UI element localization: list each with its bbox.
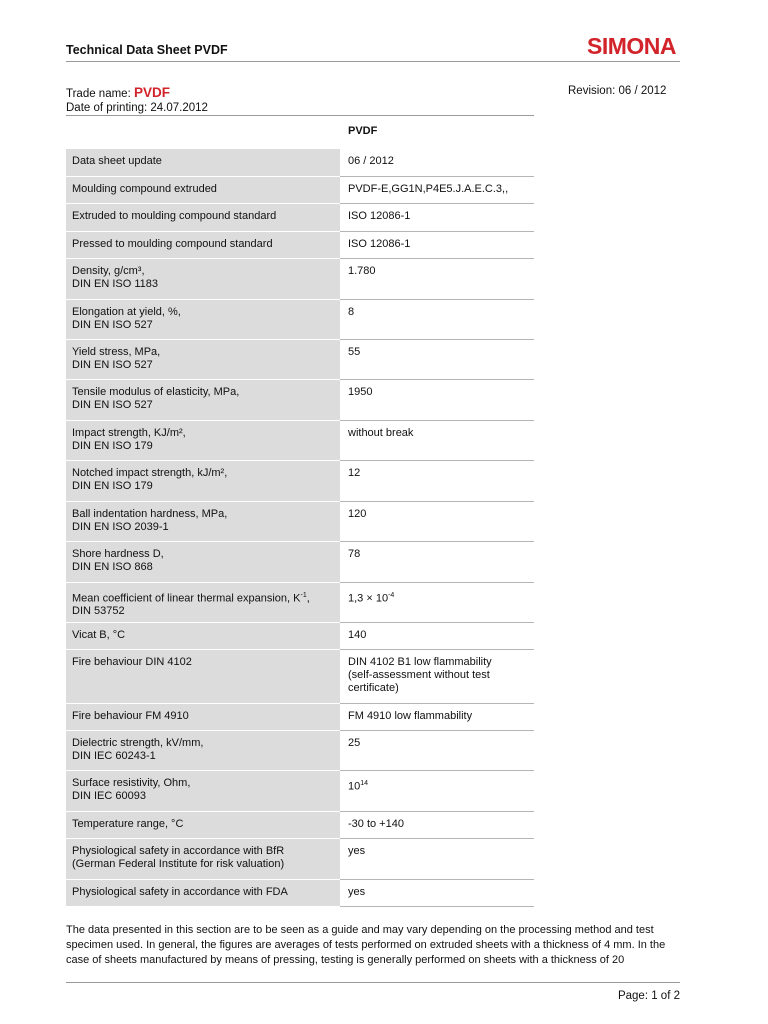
property-label: Shore hardness D, DIN EN ISO 868 xyxy=(66,541,340,582)
column-header: PVDF xyxy=(348,125,378,137)
trade-name-value: PVDF xyxy=(133,85,170,100)
property-label: Data sheet update xyxy=(66,149,340,176)
property-label: Fire behaviour FM 4910 xyxy=(66,703,340,730)
simona-logo: SIMONA xyxy=(587,33,676,59)
property-value: $10^{14}$ xyxy=(340,770,534,811)
property-label: Moulding compound extruded xyxy=(66,176,340,203)
table-row xyxy=(66,460,534,501)
property-label: Physiological safety in accordance with BfR (German Federal Institute for risk valuation) xyxy=(66,838,340,879)
property-label: Density, g/cm³, DIN EN ISO 1183 xyxy=(66,258,340,299)
property-label: Extruded to moulding compound standard xyxy=(66,203,340,231)
property-value: FM 4910 low flammability xyxy=(340,703,534,730)
property-value: ISO 12086-1 xyxy=(340,231,534,258)
date-label: Date of printing: xyxy=(66,102,148,114)
table-row xyxy=(66,299,534,339)
document-title: Technical Data Sheet PVDF xyxy=(66,43,228,57)
property-value: yes xyxy=(340,879,534,906)
data-table xyxy=(66,149,534,907)
table-row xyxy=(66,231,534,258)
property-value: 78 xyxy=(340,541,534,582)
page-number: Page: 1 of 2 xyxy=(617,990,680,1002)
property-label: Impact strength, KJ/m², DIN EN ISO 179 xyxy=(66,420,340,460)
trade-name-label: Trade name: xyxy=(66,88,131,100)
property-label: Surface resistivity, Ohm, DIN IEC 60093 xyxy=(66,770,340,811)
property-value: 55 xyxy=(340,339,534,379)
table-row xyxy=(66,420,534,460)
table-row xyxy=(66,379,534,420)
property-label: Notched impact strength, kJ/m², DIN EN ISO 179 xyxy=(66,460,340,501)
property-value: 140 xyxy=(340,622,534,649)
table-row xyxy=(66,582,534,622)
property-label: Elongation at yield, %, DIN EN ISO 527 xyxy=(66,299,340,339)
table-row xyxy=(66,501,534,541)
table-row xyxy=(66,149,534,176)
property-value: $1,3 \times 10^{-4}$ xyxy=(340,582,534,622)
header-divider xyxy=(66,61,680,62)
property-value: 25 xyxy=(340,730,534,770)
property-value: without break xyxy=(340,420,534,460)
date-value: 24.07.2012 xyxy=(150,102,208,114)
property-value: 1.780 xyxy=(340,258,534,299)
property-value: 1950 xyxy=(340,379,534,420)
table-row xyxy=(66,811,534,838)
table-row xyxy=(66,176,534,203)
trade-name xyxy=(66,85,170,100)
table-row xyxy=(66,838,534,879)
table-row xyxy=(66,203,534,231)
property-value: 12 xyxy=(340,460,534,501)
property-value: PVDF-E,GG1N,P4E5.J.A.E.C.3,, xyxy=(340,176,534,203)
property-value: 06 / 2012 xyxy=(340,149,534,176)
footnote: The data presented in this section are to be seen as a guide and may vary depending on the processing method and test specimen used. In general, the figures are averages of tests performed on extruded sheets with a thickness of 4 mm. In the case of sheets manufactured by means of pressing, testing is generally performed on sheets with a thickness of 20 xyxy=(66,924,666,966)
date-of-printing xyxy=(66,102,208,114)
table-row xyxy=(66,703,534,730)
property-label: Pressed to moulding compound standard xyxy=(66,231,340,258)
property-value: 120 xyxy=(340,501,534,541)
table-row xyxy=(66,770,534,811)
table-row xyxy=(66,879,534,906)
property-label: Fire behaviour DIN 4102 xyxy=(66,649,340,703)
property-value: DIN 4102 B1 low flammability (self-assessment without test certificate) xyxy=(340,649,534,703)
revision: Revision: 06 / 2012 xyxy=(568,85,667,97)
property-label: Yield stress, MPa, DIN EN ISO 527 xyxy=(66,339,340,379)
property-label: Tensile modulus of elasticity, MPa, DIN EN ISO 527 xyxy=(66,379,340,420)
footer-divider xyxy=(66,982,680,983)
property-value: ISO 12086-1 xyxy=(340,203,534,231)
table-row xyxy=(66,649,534,703)
property-value: 8 xyxy=(340,299,534,339)
property-label: Temperature range, °C xyxy=(66,811,340,838)
table-row xyxy=(66,258,534,299)
property-value: yes xyxy=(340,838,534,879)
trade-divider xyxy=(66,115,534,116)
property-label: Mean coefficient of linear thermal expansion, $K^{-1}$, DIN 53752 xyxy=(66,582,340,622)
property-label: Vicat B, °C xyxy=(66,622,340,649)
property-label: Ball indentation hardness, MPa, DIN EN ISO 2039-1 xyxy=(66,501,340,541)
property-label: Physiological safety in accordance with FDA xyxy=(66,879,340,906)
property-value: -30 to +140 xyxy=(340,811,534,838)
property-label: Dielectric strength, kV/mm, DIN IEC 60243-1 xyxy=(66,730,340,770)
table-row xyxy=(66,541,534,582)
table-row xyxy=(66,730,534,770)
table-row xyxy=(66,339,534,379)
table-row xyxy=(66,622,534,649)
